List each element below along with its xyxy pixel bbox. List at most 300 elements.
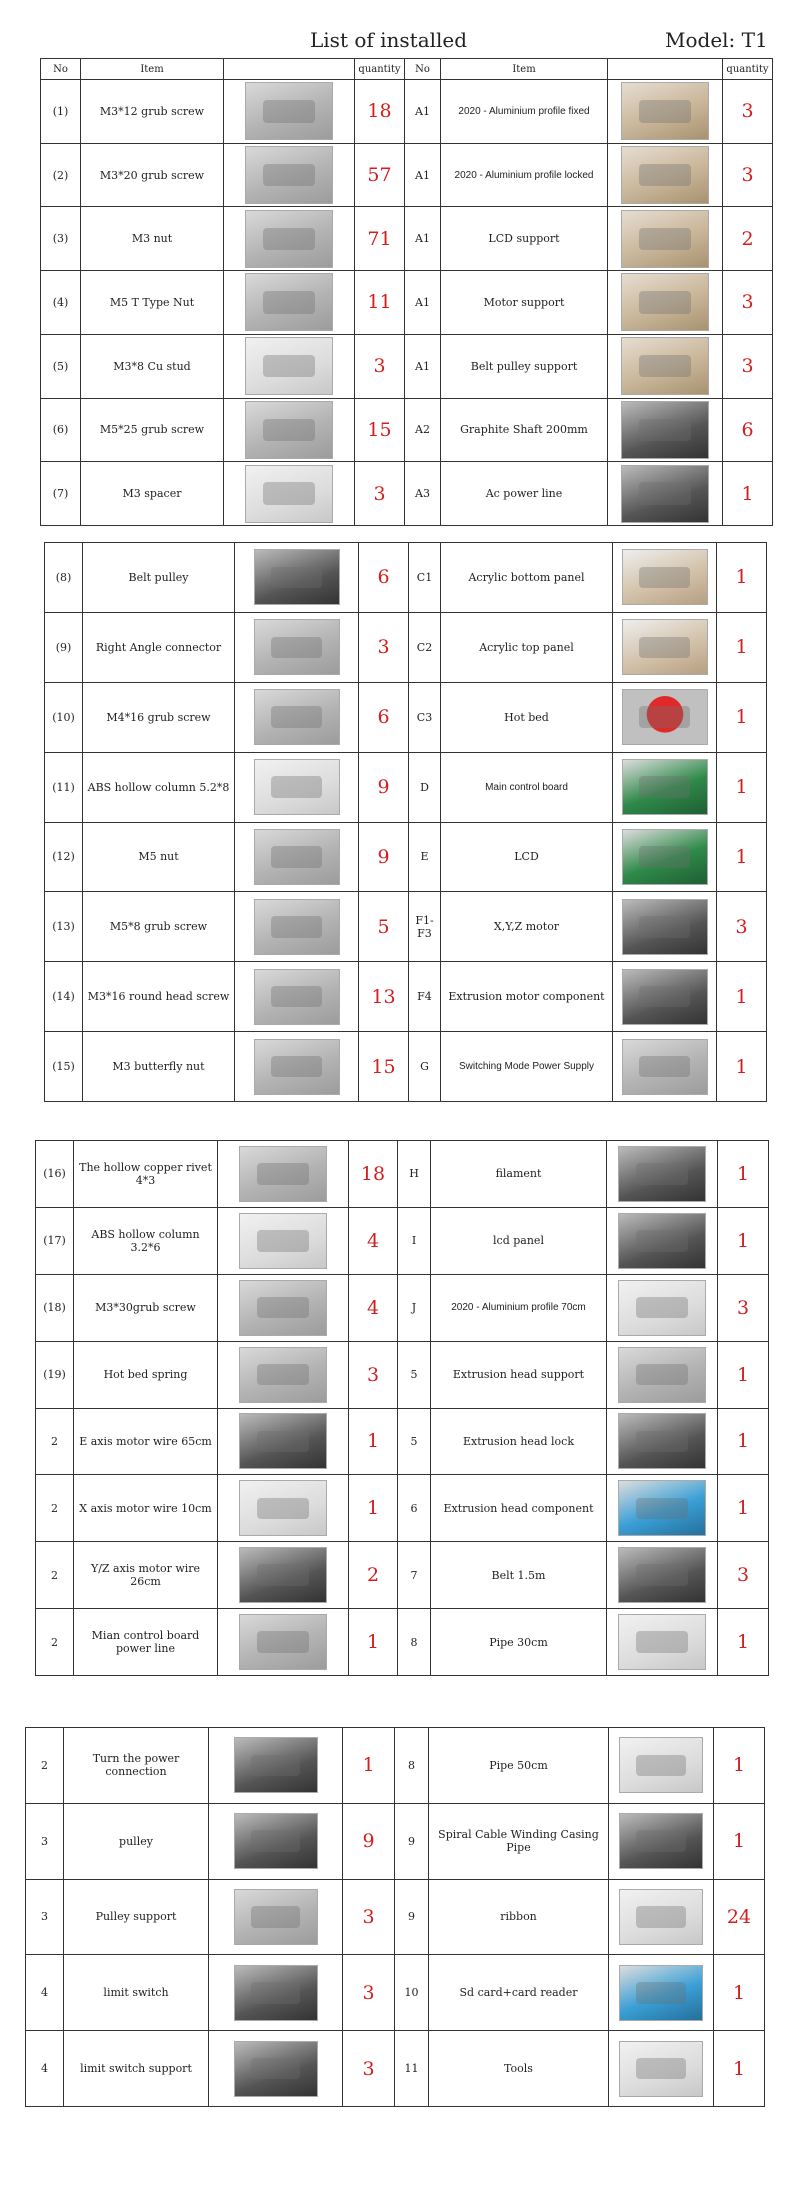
part-quantity: 6 <box>359 543 409 613</box>
part-number: 11 <box>395 2031 429 2107</box>
part-number: (13) <box>45 892 83 962</box>
part-photo-cell <box>224 80 355 144</box>
part-photo-cell <box>607 1408 718 1475</box>
part-photo-cell <box>224 143 355 207</box>
header-no: No <box>405 59 441 80</box>
part-number: E <box>409 822 441 892</box>
part-quantity: 1 <box>717 822 767 892</box>
part-photo-cell <box>218 1207 349 1274</box>
table-header-row <box>41 59 773 80</box>
part-quantity: 15 <box>355 398 405 462</box>
part-photo-cell <box>607 1542 718 1609</box>
part-name: Tools <box>429 2031 609 2107</box>
part-photo <box>618 1213 706 1269</box>
part-quantity: 1 <box>718 1475 769 1542</box>
part-quantity: 1 <box>718 1207 769 1274</box>
part-photo-cell <box>224 398 355 462</box>
part-photo <box>254 549 340 605</box>
part-photo-cell <box>209 1728 343 1804</box>
part-photo <box>618 1413 706 1469</box>
part-number: A1 <box>405 207 441 271</box>
part-number: 8 <box>395 1728 429 1804</box>
part-photo <box>622 619 708 675</box>
model-label: Model: T1 <box>665 28 768 52</box>
part-photo-cell <box>218 1274 349 1341</box>
part-name: Motor support <box>441 271 608 335</box>
part-name: 2020 - Aluminium profile 70cm <box>431 1274 607 1341</box>
part-name: ABS hollow column 5.2*8 <box>83 752 235 822</box>
part-photo <box>618 1480 706 1536</box>
table-row <box>36 1475 769 1542</box>
part-name: LCD support <box>441 207 608 271</box>
part-name: Main control board <box>441 752 613 822</box>
part-quantity: 9 <box>359 822 409 892</box>
part-quantity: 1 <box>717 543 767 613</box>
part-quantity: 6 <box>723 398 773 462</box>
table-row <box>41 334 773 398</box>
part-quantity: 1 <box>718 1141 769 1208</box>
table-row <box>26 1803 765 1879</box>
parts-table-2 <box>44 542 766 1102</box>
part-name: pulley <box>64 1803 209 1879</box>
part-number: 5 <box>398 1408 431 1475</box>
part-photo-cell <box>608 143 723 207</box>
part-photo-cell <box>235 822 359 892</box>
part-quantity: 1 <box>717 962 767 1032</box>
part-photo <box>254 619 340 675</box>
part-name: Ac power line <box>441 462 608 526</box>
part-quantity: 4 <box>349 1274 398 1341</box>
part-number: D <box>409 752 441 822</box>
part-photo-cell <box>608 462 723 526</box>
part-photo <box>254 1039 340 1095</box>
part-photo-cell <box>235 543 359 613</box>
part-number: 4 <box>26 1955 64 2031</box>
part-photo <box>239 1213 327 1269</box>
part-photo-cell <box>613 612 717 682</box>
part-photo-cell <box>607 1341 718 1408</box>
part-name: Mian control board power line <box>74 1609 218 1676</box>
part-quantity: 3 <box>355 334 405 398</box>
part-name: Pulley support <box>64 1879 209 1955</box>
part-quantity: 57 <box>355 143 405 207</box>
part-number: (3) <box>41 207 81 271</box>
part-quantity: 3 <box>343 1879 395 1955</box>
part-quantity: 2 <box>723 207 773 271</box>
part-photo <box>239 1146 327 1202</box>
part-name: Extrusion head support <box>431 1341 607 1408</box>
part-number: (1) <box>41 80 81 144</box>
part-name: M4*16 grub screw <box>83 682 235 752</box>
part-photo-cell <box>609 1955 714 2031</box>
part-photo-cell <box>609 1879 714 1955</box>
part-quantity: 3 <box>359 612 409 682</box>
part-number: C2 <box>409 612 441 682</box>
part-photo-cell <box>224 207 355 271</box>
part-photo <box>245 337 333 395</box>
part-photo <box>621 401 709 459</box>
part-photo <box>618 1547 706 1603</box>
part-quantity: 4 <box>349 1207 398 1274</box>
part-number: 6 <box>398 1475 431 1542</box>
part-photo-cell <box>235 1032 359 1102</box>
part-name: Extrusion motor component <box>441 962 613 1032</box>
part-number: 4 <box>26 2031 64 2107</box>
part-quantity: 1 <box>718 1408 769 1475</box>
part-photo <box>621 146 709 204</box>
part-number: 2 <box>36 1542 74 1609</box>
part-number: (14) <box>45 962 83 1032</box>
part-photo <box>254 899 340 955</box>
part-name: X,Y,Z motor <box>441 892 613 962</box>
part-photo-cell <box>608 398 723 462</box>
part-photo-cell <box>235 962 359 1032</box>
part-number: G <box>409 1032 441 1102</box>
part-photo-cell <box>235 612 359 682</box>
part-photo-cell <box>235 752 359 822</box>
part-photo-cell <box>613 682 717 752</box>
table-row <box>36 1274 769 1341</box>
part-number: 2 <box>26 1728 64 1804</box>
part-number: A2 <box>405 398 441 462</box>
part-number: 5 <box>398 1341 431 1408</box>
part-photo <box>254 759 340 815</box>
table-row <box>26 1955 765 2031</box>
part-photo <box>245 401 333 459</box>
part-photo-cell <box>608 80 723 144</box>
part-quantity: 3 <box>349 1341 398 1408</box>
part-photo <box>234 1737 318 1793</box>
part-name: M5 T Type Nut <box>81 271 224 335</box>
part-name: M3*30grub screw <box>74 1274 218 1341</box>
part-name: limit switch support <box>64 2031 209 2107</box>
part-name: Extrusion head lock <box>431 1408 607 1475</box>
part-number: 3 <box>26 1879 64 1955</box>
part-number: 2 <box>36 1475 74 1542</box>
part-number: A1 <box>405 80 441 144</box>
part-quantity: 6 <box>359 682 409 752</box>
part-quantity: 3 <box>723 271 773 335</box>
table-row <box>36 1141 769 1208</box>
part-number: A1 <box>405 271 441 335</box>
part-photo <box>234 2041 318 2097</box>
part-photo <box>245 465 333 523</box>
part-name: Extrusion head component <box>431 1475 607 1542</box>
table-row <box>45 822 767 892</box>
part-quantity: 11 <box>355 271 405 335</box>
part-photo-cell <box>609 1728 714 1804</box>
part-name: 2020 - Aluminium profile fixed <box>441 80 608 144</box>
part-photo <box>234 1813 318 1869</box>
part-quantity: 1 <box>718 1609 769 1676</box>
table-row <box>36 1341 769 1408</box>
table-row <box>41 462 773 526</box>
part-number: 8 <box>398 1609 431 1676</box>
part-name: M3 spacer <box>81 462 224 526</box>
part-photo-cell <box>218 1542 349 1609</box>
part-name: Belt 1.5m <box>431 1542 607 1609</box>
part-number: (7) <box>41 462 81 526</box>
part-number: 9 <box>395 1879 429 1955</box>
part-photo <box>618 1614 706 1670</box>
part-photo-cell <box>607 1475 718 1542</box>
part-name: 2020 - Aluminium profile locked <box>441 143 608 207</box>
part-photo-cell <box>607 1274 718 1341</box>
part-name: E axis motor wire 65cm <box>74 1408 218 1475</box>
table-row <box>41 271 773 335</box>
part-number: (16) <box>36 1141 74 1208</box>
part-name: M5 nut <box>83 822 235 892</box>
part-photo-cell <box>218 1475 349 1542</box>
part-name: The hollow copper rivet 4*3 <box>74 1141 218 1208</box>
parts-table-4 <box>25 1727 764 2107</box>
part-number: C1 <box>409 543 441 613</box>
part-quantity: 3 <box>343 1955 395 2031</box>
part-photo-cell <box>613 1032 717 1102</box>
part-number: I <box>398 1207 431 1274</box>
part-photo <box>239 1280 327 1336</box>
part-photo <box>239 1413 327 1469</box>
part-quantity: 1 <box>717 752 767 822</box>
part-photo <box>619 1813 703 1869</box>
part-quantity: 9 <box>359 752 409 822</box>
part-quantity: 3 <box>718 1274 769 1341</box>
part-photo-cell <box>608 334 723 398</box>
part-name: X axis motor wire 10cm <box>74 1475 218 1542</box>
part-quantity: 1 <box>723 462 773 526</box>
part-number: F1-F3 <box>409 892 441 962</box>
part-name: Hot bed <box>441 682 613 752</box>
part-photo-cell <box>218 1609 349 1676</box>
part-photo-cell <box>209 1879 343 1955</box>
part-number: F4 <box>409 962 441 1032</box>
table-row <box>26 1728 765 1804</box>
part-photo <box>245 146 333 204</box>
part-name: LCD <box>441 822 613 892</box>
header-no: No <box>41 59 81 80</box>
part-photo <box>621 465 709 523</box>
part-photo-cell <box>218 1408 349 1475</box>
part-photo-cell <box>608 271 723 335</box>
part-quantity: 3 <box>355 462 405 526</box>
part-photo-cell <box>235 682 359 752</box>
part-photo-cell <box>613 962 717 1032</box>
part-photo-cell <box>209 1803 343 1879</box>
part-photo <box>622 759 708 815</box>
part-quantity: 9 <box>343 1803 395 1879</box>
header-image <box>608 59 723 80</box>
part-quantity: 15 <box>359 1032 409 1102</box>
part-photo <box>239 1480 327 1536</box>
part-number: (18) <box>36 1274 74 1341</box>
parts-table-3 <box>35 1140 768 1676</box>
table-row <box>41 207 773 271</box>
part-name: M3 nut <box>81 207 224 271</box>
table-row <box>41 80 773 144</box>
part-photo-cell <box>607 1141 718 1208</box>
part-photo <box>622 689 708 745</box>
part-photo-cell <box>613 543 717 613</box>
part-photo-cell <box>224 271 355 335</box>
part-quantity: 3 <box>723 143 773 207</box>
part-photo <box>622 549 708 605</box>
part-photo <box>619 1889 703 1945</box>
part-name: Sd card+card reader <box>429 1955 609 2031</box>
part-number: C3 <box>409 682 441 752</box>
part-quantity: 1 <box>714 2031 765 2107</box>
part-name: M3*12 grub screw <box>81 80 224 144</box>
part-photo <box>622 969 708 1025</box>
part-quantity: 1 <box>714 1728 765 1804</box>
part-quantity: 3 <box>718 1542 769 1609</box>
part-number: 2 <box>36 1609 74 1676</box>
part-name: Y/Z axis motor wire 26cm <box>74 1542 218 1609</box>
part-name: lcd panel <box>431 1207 607 1274</box>
part-photo <box>239 1347 327 1403</box>
part-photo-cell <box>235 892 359 962</box>
part-quantity: 1 <box>717 1032 767 1102</box>
part-quantity: 1 <box>714 1955 765 2031</box>
part-number: (5) <box>41 334 81 398</box>
part-quantity: 1 <box>714 1803 765 1879</box>
part-name: ribbon <box>429 1879 609 1955</box>
part-quantity: 1 <box>343 1728 395 1804</box>
part-photo-cell <box>608 207 723 271</box>
part-quantity: 24 <box>714 1879 765 1955</box>
header-image <box>224 59 355 80</box>
part-quantity: 5 <box>359 892 409 962</box>
table-row <box>26 2031 765 2107</box>
part-photo <box>234 1889 318 1945</box>
header-quantity: quantity <box>723 59 773 80</box>
part-photo <box>245 273 333 331</box>
part-photo-cell <box>607 1609 718 1676</box>
table-row <box>45 752 767 822</box>
part-name: Pipe 50cm <box>429 1728 609 1804</box>
part-quantity: 1 <box>349 1609 398 1676</box>
header-item: Item <box>81 59 224 80</box>
part-photo <box>622 899 708 955</box>
part-number: 9 <box>395 1803 429 1879</box>
part-photo <box>254 969 340 1025</box>
table-row <box>45 612 767 682</box>
table-row <box>45 962 767 1032</box>
part-name: Switching Mode Power Supply <box>441 1032 613 1102</box>
part-number: (19) <box>36 1341 74 1408</box>
table-row <box>45 1032 767 1102</box>
part-photo-cell <box>613 752 717 822</box>
part-name: Pipe 30cm <box>431 1609 607 1676</box>
part-quantity: 3 <box>343 2031 395 2107</box>
part-number: (12) <box>45 822 83 892</box>
part-name: Hot bed spring <box>74 1341 218 1408</box>
part-quantity: 1 <box>717 612 767 682</box>
page-title: List of installed <box>310 28 468 52</box>
part-number: 3 <box>26 1803 64 1879</box>
part-number: (2) <box>41 143 81 207</box>
part-quantity: 71 <box>355 207 405 271</box>
part-quantity: 2 <box>349 1542 398 1609</box>
part-number: J <box>398 1274 431 1341</box>
part-number: (10) <box>45 682 83 752</box>
part-quantity: 1 <box>718 1341 769 1408</box>
part-number: (9) <box>45 612 83 682</box>
table-row <box>45 543 767 613</box>
table-row <box>36 1408 769 1475</box>
table-row <box>26 1879 765 1955</box>
part-number: H <box>398 1141 431 1208</box>
part-photo <box>619 1965 703 2021</box>
header-item: Item <box>441 59 608 80</box>
part-name: Right Angle connector <box>83 612 235 682</box>
part-photo-cell <box>607 1207 718 1274</box>
part-photo <box>618 1146 706 1202</box>
part-name: Belt pulley support <box>441 334 608 398</box>
part-photo <box>619 1737 703 1793</box>
table-row <box>41 398 773 462</box>
part-name: M3*8 Cu stud <box>81 334 224 398</box>
part-quantity: 18 <box>355 80 405 144</box>
table-row <box>36 1207 769 1274</box>
part-photo-cell <box>209 1955 343 2031</box>
part-photo-cell <box>609 2031 714 2107</box>
part-photo-cell <box>209 2031 343 2107</box>
table-row <box>45 682 767 752</box>
part-number: 10 <box>395 1955 429 2031</box>
part-number: 7 <box>398 1542 431 1609</box>
part-photo <box>239 1614 327 1670</box>
part-photo <box>618 1347 706 1403</box>
part-photo <box>618 1280 706 1336</box>
part-photo <box>245 210 333 268</box>
table-row <box>45 892 767 962</box>
part-quantity: 1 <box>717 682 767 752</box>
part-photo <box>621 273 709 331</box>
part-photo <box>239 1547 327 1603</box>
part-photo <box>234 1965 318 2021</box>
part-name: M5*8 grub screw <box>83 892 235 962</box>
table-row <box>41 143 773 207</box>
part-name: limit switch <box>64 1955 209 2031</box>
part-photo <box>245 82 333 140</box>
part-number: (8) <box>45 543 83 613</box>
part-number: A1 <box>405 334 441 398</box>
part-photo-cell <box>613 892 717 962</box>
header-quantity: quantity <box>355 59 405 80</box>
part-quantity: 18 <box>349 1141 398 1208</box>
part-quantity: 1 <box>349 1475 398 1542</box>
part-photo <box>621 337 709 395</box>
part-photo-cell <box>218 1141 349 1208</box>
part-quantity: 3 <box>723 80 773 144</box>
part-photo <box>621 210 709 268</box>
part-number: 2 <box>36 1408 74 1475</box>
part-name: Acrylic top panel <box>441 612 613 682</box>
part-photo-cell <box>224 334 355 398</box>
part-photo <box>621 82 709 140</box>
part-name: Graphite Shaft 200mm <box>441 398 608 462</box>
part-number: (15) <box>45 1032 83 1102</box>
part-name: M3 butterfly nut <box>83 1032 235 1102</box>
part-number: A3 <box>405 462 441 526</box>
part-quantity: 3 <box>717 892 767 962</box>
part-name: Acrylic bottom panel <box>441 543 613 613</box>
part-photo <box>622 1039 708 1095</box>
part-quantity: 1 <box>349 1408 398 1475</box>
part-photo-cell <box>218 1341 349 1408</box>
part-photo-cell <box>609 1803 714 1879</box>
part-photo <box>619 2041 703 2097</box>
